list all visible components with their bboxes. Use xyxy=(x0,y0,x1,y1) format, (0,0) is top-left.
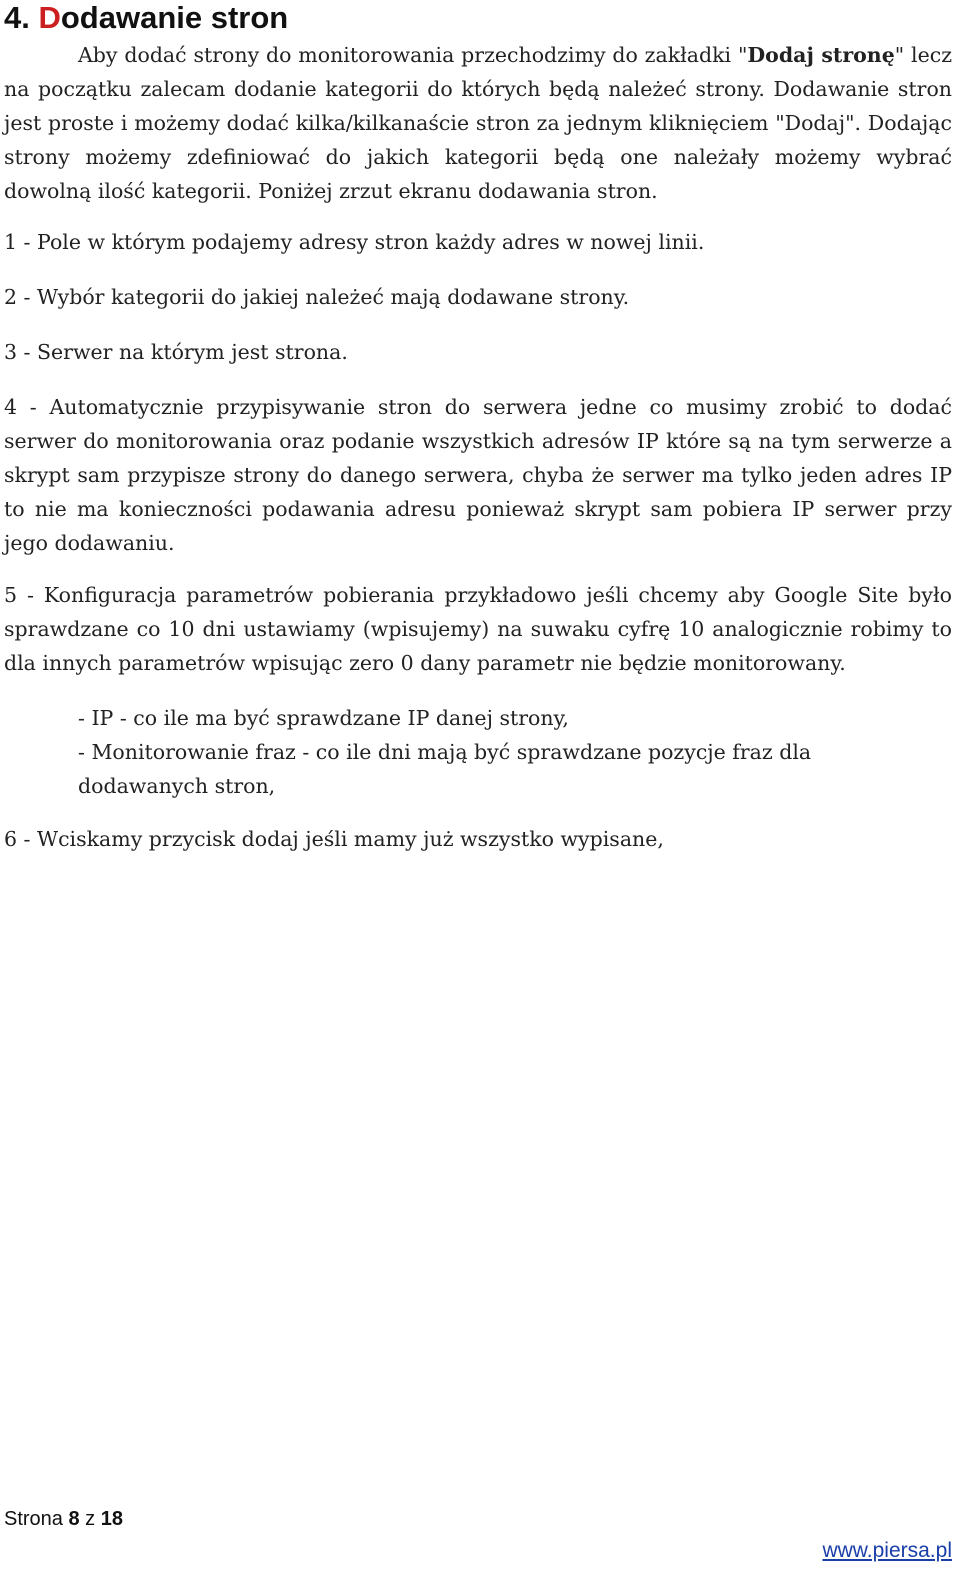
heading-number: 4. xyxy=(4,0,39,35)
item-1: 1 - Pole w którym podajemy adresy stron każdy adres w nowej linii. xyxy=(4,230,705,254)
item-6: 6 - Wciskamy przycisk dodaj jeśli mamy już wszystko wypisane, xyxy=(4,827,664,851)
item-5: 5 - Konfiguracja parametrów pobierania przykładowo jeśli chcemy aby Google Site było sprawdzane co 10 dni ustawiamy (wpisujemy) na suwaku cyfrę 10 analogicznie robimy to dla innych parametrów wpisując zero 0 dany parametr nie będzie monitorowany. xyxy=(4,583,952,675)
sublist-item-ip: - IP - co ile ma być sprawdzane IP danej strony, xyxy=(78,706,569,730)
heading-first-letter: D xyxy=(38,0,61,35)
page-separator: z xyxy=(79,1508,101,1530)
website-link[interactable]: www.piersa.pl xyxy=(822,1539,952,1562)
parameter-sublist xyxy=(78,701,938,803)
page-prefix: Strona xyxy=(4,1508,69,1530)
item-4: 4 - Automatycznie przypisywanie stron do serwera jedne co musimy zrobić to dodać serwer do monitorowania oraz podanie wszystkich adresów IP które są na tym serwerze a skrypt sam przypisze strony do danego serwera, chyba że serwer ma tylko jeden adres IP to nie ma konieczności podawania adresu ponieważ skrypt sam pobiera IP serwer przy jego dodawaniu. xyxy=(4,395,952,555)
intro-text-2: " lecz na początku zalecam dodanie kategorii do których będą należeć strony. Dodawanie stron jest proste i możemy dodać kilka/kilkanaście stron za jednym kliknięciem "Dodaj". Dodając strony możemy zdefiniować do jakich kategorii będą one należały możemy wybrać dowolną ilość kategorii. Poniżej zrzut ekranu dodawania stron. xyxy=(4,43,953,203)
item-3: 3 - Serwer na którym jest strona. xyxy=(4,340,348,364)
page-number xyxy=(4,1508,123,1531)
section-heading xyxy=(4,0,288,36)
intro-bold-tab-name: Dodaj stronę xyxy=(747,43,895,67)
page-total: 18 xyxy=(100,1508,123,1530)
heading-rest: odawanie stron xyxy=(60,0,289,35)
page-current: 8 xyxy=(68,1508,80,1530)
intro-paragraph xyxy=(4,38,952,208)
intro-text-1: Aby dodać strony do monitorowania przechodzimy do zakładki " xyxy=(78,43,748,67)
item-2: 2 - Wybór kategorii do jakiej należeć mają dodawane strony. xyxy=(4,285,630,309)
sublist-item-monitoring: - Monitorowanie fraz - co ile dni mają być sprawdzane pozycje fraz dla dodawanych stron, xyxy=(78,740,812,798)
